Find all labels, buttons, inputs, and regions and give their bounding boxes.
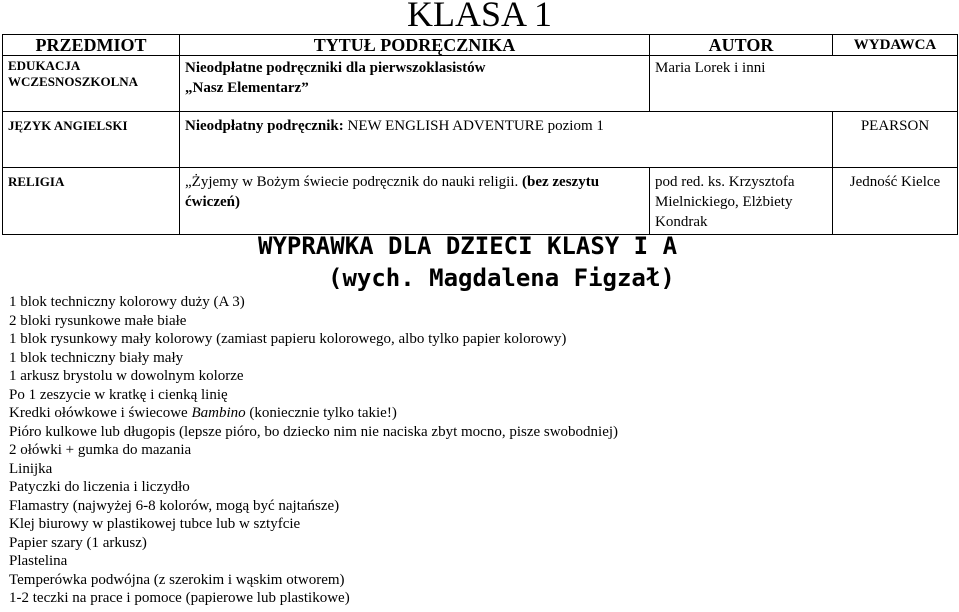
brand-name: Bambino — [191, 405, 246, 421]
table-row — [3, 56, 958, 112]
subject-cell: RELIGIA — [3, 168, 180, 235]
list-item: Plastelina — [9, 553, 68, 569]
title-line: Nieodpłatne podręczniki dla pierwszoklasistów — [185, 60, 486, 76]
list-item: 1 arkusz brystolu w dowolnym kolorze — [9, 368, 244, 384]
table-header-row — [3, 35, 958, 56]
subject-cell: JĘZYK ANGIELSKI — [3, 112, 180, 168]
table-row — [3, 168, 958, 235]
page-title: KLASA 1 — [406, 0, 553, 34]
list-item: 2 bloki rysunkowe małe białe — [9, 312, 187, 329]
subject-line: EDUKACJA — [8, 58, 81, 73]
supplies-list — [9, 293, 618, 608]
author-cell: pod red. ks. Krzysztofa Mielnickiego, Elżbiety Kondrak — [650, 168, 833, 235]
header-author: AUTOR — [650, 35, 833, 56]
supplies-heading — [258, 230, 758, 294]
list-item: Temperówka podwójna (z szerokim i wąskim otworem) — [9, 571, 345, 588]
list-item: 1 blok techniczny kolorowy duży (A 3) — [9, 294, 245, 310]
list-item: 1 blok rysunkowy mały kolorowy (zamiast papieru kolorowego, albo tylko papier kolorowy) — [9, 331, 567, 347]
title-cell — [180, 56, 650, 112]
header-subject: PRZEDMIOT — [3, 35, 180, 56]
textbook-table — [2, 34, 958, 235]
list-item: Flamastry (najwyżej 6-8 kolorów, mogą być najtańsze) — [9, 497, 340, 514]
list-item-text: Kredki ołówkowe i świecowe — [9, 405, 192, 421]
table-row — [3, 112, 958, 168]
title-cell — [180, 168, 650, 235]
list-item: 2 ołówki + gumka do mazania — [9, 442, 192, 458]
list-item: Papier szary (1 arkusz) — [9, 534, 147, 551]
supplies-heading-line: WYPRAWKA DLA DZIECI KLASY I A — [258, 232, 678, 260]
title-line: „Nasz Elementarz” — [185, 80, 309, 96]
publisher-cell: Jedność Kielce — [833, 168, 958, 235]
list-item: Pióro kulkowe lub długopis (lepsze pióro, bo dziecko nim nie naciska zbyt mocno, pisze swobodniej) — [9, 423, 619, 440]
title-cell — [180, 112, 833, 168]
title-normal: „Żyjemy w Bożym świecie podręcznik do nauki religii. — [185, 174, 522, 190]
subject-line: WCZESNOSZKOLNA — [8, 74, 139, 89]
title-bold: Nieodpłatny podręcznik: — [185, 118, 344, 134]
list-item: Klej biurowy w plastikowej tubce lub w sztyfcie — [9, 516, 301, 532]
header-publisher: WYDAWCA — [833, 35, 958, 56]
supplies-heading-line: (wych. Magdalena Figzał) — [328, 264, 675, 292]
subject-cell — [3, 56, 180, 112]
header-title: TYTUŁ PODRĘCZNIKA — [180, 35, 650, 56]
list-item: Linijka — [9, 460, 53, 477]
title-rest: NEW ENGLISH ADVENTURE poziom 1 — [343, 118, 604, 134]
list-item: 1 blok techniczny biały mały — [9, 349, 184, 366]
publisher-cell: PEARSON — [833, 112, 958, 168]
list-item: Po 1 zeszycie w kratkę i cienką linię — [9, 386, 228, 403]
list-item: 1-2 teczki na prace i pomoce (papierowe lub plastikowe) — [9, 590, 350, 606]
brand-note: (koniecznie tylko takie!) — [245, 405, 397, 421]
list-item — [9, 404, 618, 423]
list-item: Patyczki do liczenia i liczydło — [9, 479, 190, 495]
title-bold: (bez zeszytu ćwiczeń) — [185, 174, 600, 210]
author-text: Maria Lorek i inni — [655, 60, 766, 76]
author-cell — [650, 56, 958, 112]
